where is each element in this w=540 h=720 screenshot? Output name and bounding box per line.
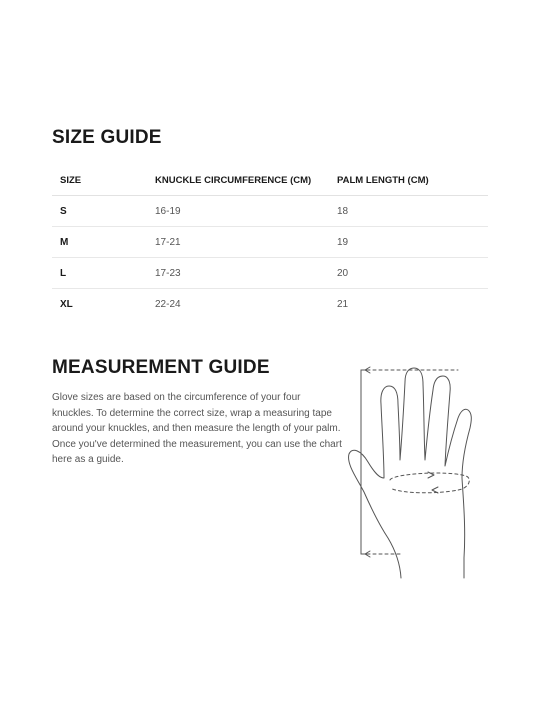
knuckle-cell: 17-23	[147, 258, 329, 289]
header-palm-length: PALM LENGTH (CM)	[329, 165, 488, 196]
table-header-row	[52, 165, 488, 196]
knuckle-cell: 22-24	[155, 298, 181, 310]
hand-outline	[349, 368, 472, 578]
table-row	[52, 196, 488, 227]
size-cell: M	[52, 227, 147, 258]
palm-cell: 21	[337, 298, 349, 310]
size-guide-title: SIZE GUIDE	[52, 127, 162, 148]
header-size: SIZE	[52, 165, 147, 196]
table-row	[52, 227, 488, 258]
measurement-guide-title: MEASUREMENT GUIDE	[52, 357, 270, 378]
size-cell: XL	[60, 298, 73, 310]
knuckle-cell: 17-21	[147, 227, 329, 258]
header-knuckle-circumference: KNUCKLE CIRCUMFERENCE (CM)	[147, 165, 329, 196]
palm-cell: 20	[329, 258, 488, 289]
size-table	[52, 165, 488, 319]
size-cell: L	[52, 258, 147, 289]
palm-cell: 18	[329, 196, 488, 227]
measurement-guide-text: Glove sizes are based on the circumference of your four knuckles. To determine the correct size, wrap a measuring tape around your knuckles, and then measure the length of your palm. Once you've determined the measurement, you can use the chart here as a guide.	[52, 392, 342, 466]
hand-measurement-icon	[346, 362, 486, 584]
table-row	[52, 289, 488, 320]
table-row	[52, 258, 488, 289]
size-cell: S	[52, 196, 147, 227]
palm-cell: 19	[329, 227, 488, 258]
knuckle-cell: 16-19	[147, 196, 329, 227]
knuckle-measure-line	[390, 473, 469, 493]
